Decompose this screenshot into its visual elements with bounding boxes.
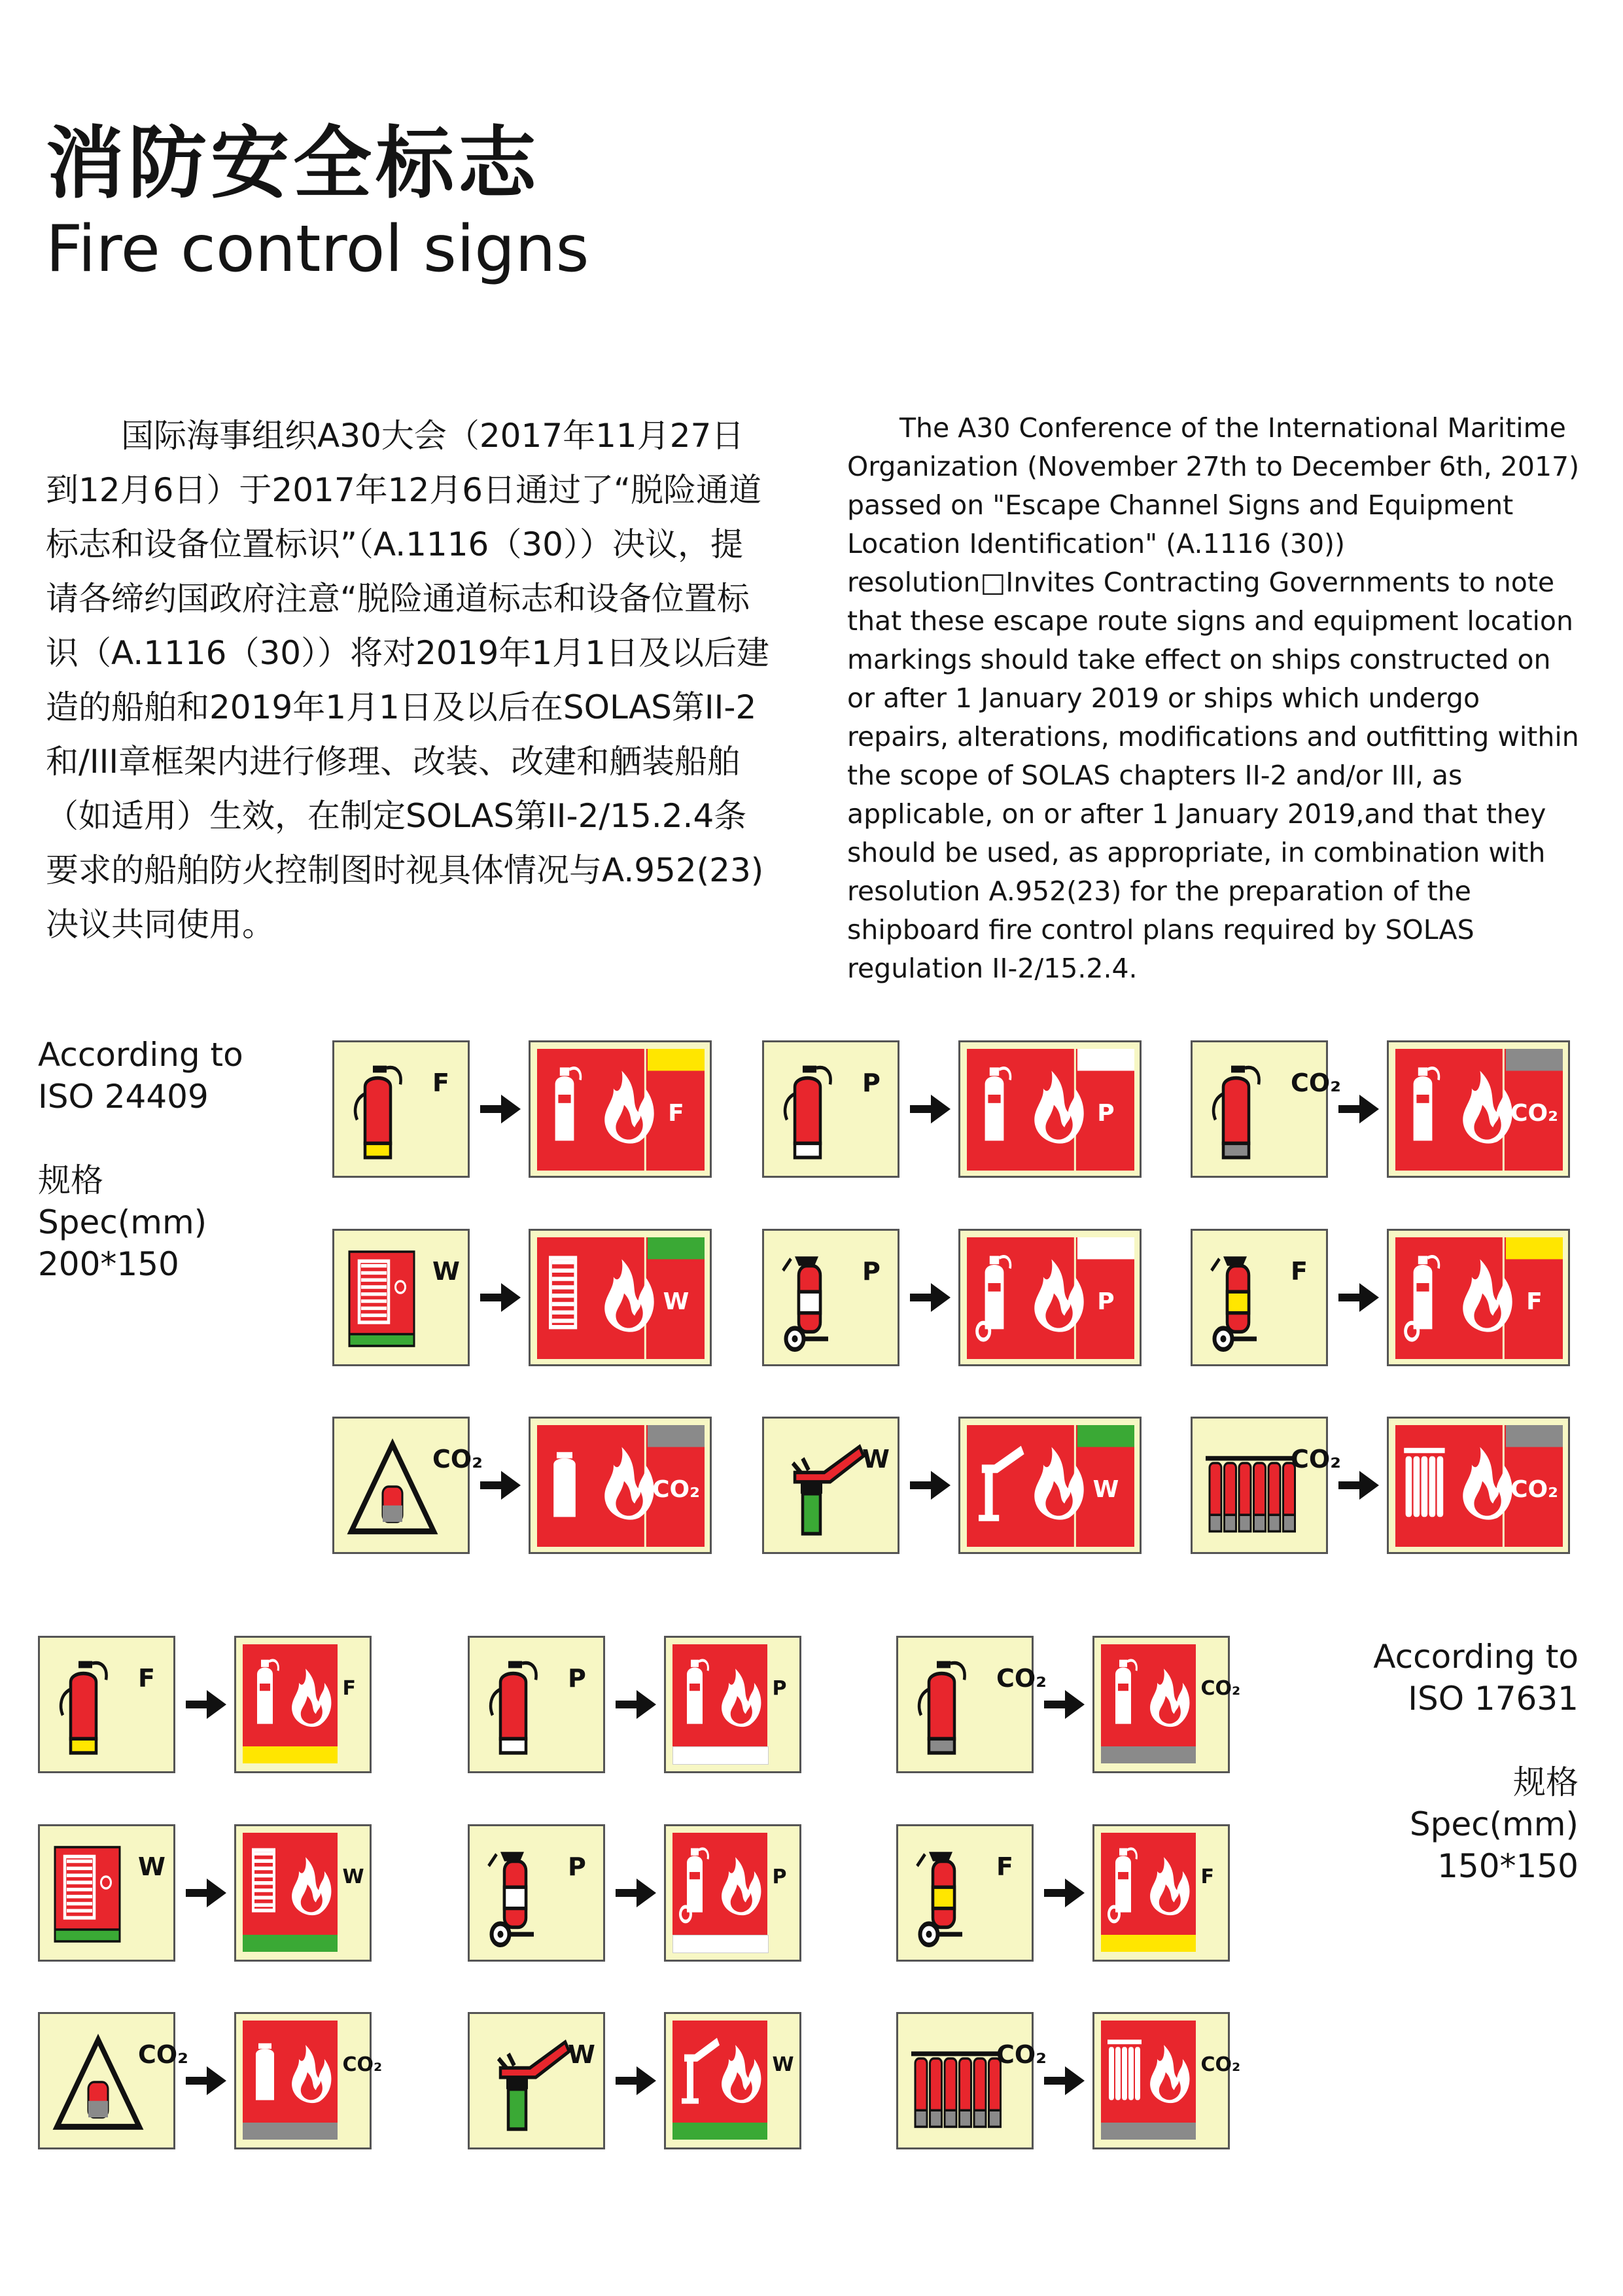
arrow-right-icon <box>175 2061 234 2100</box>
new-sign-panel <box>1092 1824 1230 1962</box>
arrow-right-icon <box>1328 1278 1387 1317</box>
monitor-icon <box>479 2023 577 2144</box>
red-sign-plate <box>537 1425 705 1547</box>
sign-pair-monitor-w <box>468 2012 801 2149</box>
old-sign-panel <box>762 1417 899 1554</box>
new-sign-panel <box>664 2012 801 2149</box>
monitor-icon <box>773 1428 871 1548</box>
new-sign-panel <box>664 1824 801 1962</box>
code-label: W <box>568 2040 595 2069</box>
extinguisher-icon <box>49 1647 147 1767</box>
red-sign-plate <box>1101 2021 1196 2123</box>
spec-iso-17631: According to ISO 17631 规格 Spec(mm) 150*150 <box>1373 1638 1579 1885</box>
old-sign-panel <box>38 1824 175 1962</box>
red-sign-plate <box>967 1425 1134 1547</box>
arrow-right-icon <box>1034 2061 1092 2100</box>
sign-pair-wheeled-extinguisher-f <box>896 1824 1230 1962</box>
red-sign-plate <box>537 1237 705 1359</box>
old-sign-panel <box>896 1824 1034 1962</box>
new-sign-panel <box>1387 1417 1570 1554</box>
page-title-chinese: 消防安全标志 <box>46 118 540 209</box>
color-band <box>672 1746 769 1765</box>
new-sign-panel <box>1387 1229 1570 1366</box>
old-sign-panel <box>38 1636 175 1773</box>
code-label: CO₂ <box>1200 1677 1241 1700</box>
old-sign-panel <box>896 1636 1047 1773</box>
old-sign-panel <box>896 2012 1047 2149</box>
sign-pair-cylinder-battery-co2 <box>1191 1417 1570 1554</box>
sign-pair-wheeled-extinguisher-p <box>762 1229 1142 1366</box>
sign-pair-extinguisher-co2 <box>896 1636 1241 1773</box>
code-label: CO₂ <box>342 2053 383 2076</box>
old-sign-panel <box>1191 1229 1328 1366</box>
new-sign-panel <box>1387 1040 1570 1178</box>
arrow-right-icon <box>605 1685 664 1724</box>
red-sign-plate <box>967 1049 1134 1171</box>
wheeled-extinguisher-icon <box>907 1835 1005 1956</box>
red-sign-plate <box>243 1644 338 1746</box>
sign-pair-fixed-installation-co2 <box>38 2012 383 2149</box>
new-sign-panel <box>529 1229 712 1366</box>
new-sign-panel <box>1092 1636 1241 1773</box>
old-sign-panel <box>468 2012 605 2149</box>
old-sign-panel <box>1191 1417 1341 1554</box>
code-label: P <box>862 1069 881 1097</box>
sign-pair-extinguisher-p <box>762 1040 1142 1178</box>
code-label: CO₂ <box>1200 2053 1241 2076</box>
hose-reel-icon <box>343 1240 442 1360</box>
code-label: CO₂ <box>1291 1069 1341 1097</box>
code-label: F <box>342 1677 357 1700</box>
extinguisher-icon <box>907 1647 1005 1767</box>
arrow-right-icon <box>1328 1466 1387 1505</box>
fixed-installation-icon <box>49 2023 147 2144</box>
code-label: CO₂ <box>996 1664 1047 1693</box>
sign-pair-cylinder-battery-co2 <box>896 2012 1241 2149</box>
red-sign-plate <box>1101 1833 1196 1935</box>
old-sign-panel <box>1191 1040 1341 1178</box>
code-label: F <box>138 1664 155 1693</box>
sign-pair-monitor-w <box>762 1417 1142 1554</box>
old-sign-panel <box>468 1636 605 1773</box>
red-sign-plate <box>537 1049 705 1171</box>
fixed-installation-icon <box>343 1428 442 1548</box>
code-label: F <box>1526 1288 1543 1316</box>
code-label: CO₂ <box>1510 1100 1558 1127</box>
arrow-right-icon <box>175 1873 234 1913</box>
cylinder-battery-icon <box>907 2023 1005 2144</box>
red-sign-plate <box>243 2021 338 2123</box>
color-band <box>1101 2123 1196 2140</box>
code-label: W <box>342 1865 364 1888</box>
old-sign-panel <box>332 1229 470 1366</box>
code-label: W <box>663 1288 689 1316</box>
new-sign-panel <box>234 1636 372 1773</box>
code-label: CO₂ <box>432 1445 483 1474</box>
red-sign-plate <box>1395 1049 1563 1171</box>
code-label: CO₂ <box>996 2040 1047 2069</box>
code-label: F <box>996 1852 1013 1881</box>
red-sign-plate <box>672 1644 767 1746</box>
sign-pair-extinguisher-co2 <box>1191 1040 1570 1178</box>
wheeled-extinguisher-icon <box>479 1835 577 1956</box>
old-sign-panel <box>332 1040 470 1178</box>
new-sign-panel <box>664 1636 801 1773</box>
arrow-right-icon <box>175 1685 234 1724</box>
spec-iso-24409: According to ISO 24409 规格 Spec(mm) 200*150 <box>38 1036 243 1283</box>
new-sign-panel <box>529 1040 712 1178</box>
color-band <box>243 1746 338 1763</box>
new-sign-panel <box>234 1824 372 1962</box>
code-label: W <box>432 1257 460 1286</box>
sign-pair-extinguisher-f <box>38 1636 372 1773</box>
code-label: CO₂ <box>652 1476 700 1504</box>
arrow-right-icon <box>470 1278 529 1317</box>
color-band <box>672 1935 769 1953</box>
code-label: W <box>772 2053 794 2076</box>
color-band <box>1101 1746 1196 1763</box>
code-label: CO₂ <box>1510 1476 1558 1504</box>
arrow-right-icon <box>470 1466 529 1505</box>
code-label: F <box>432 1069 449 1097</box>
red-sign-plate <box>672 1833 767 1935</box>
code-label: F <box>1200 1865 1215 1888</box>
color-band <box>1101 1935 1196 1952</box>
code-label: P <box>1097 1288 1115 1316</box>
arrow-right-icon <box>899 1089 958 1129</box>
extinguisher-icon <box>1202 1051 1300 1172</box>
code-label: W <box>862 1445 890 1474</box>
sign-pair-fixed-installation-co2 <box>332 1417 712 1554</box>
intro-paragraph-english: The A30 Conference of the International Maritime Organization (November 27th to December 6th, 2017) passed on "Escape Channel Signs and Equipment Location Identification" (A.1116 (30)) resolution□Invites Contracting Governments to note that these escape route signs and equipment location markings should take effect on ships constructed on or after 1 January 2019 or ships which undergo repairs, alterations, modifications and outfitting within the scope of SOLAS chapters II-2 and/or III, as applicable, on or after 1 January 2019,and that they should be used, as appropriate, in combination with resolution A.952(23) for the preparation of the shipboard fire control plans required by SOLAS regulation II-2/15.2.4. <box>847 412 1580 984</box>
red-sign-plate <box>967 1237 1134 1359</box>
intro-paragraph-chinese: 国际海事组织A30大会（2017年11月27日到12月6日）于2017年12月6日通过了“脱险通道标志和设备位置标识”（A.1116（30））决议，提请各缔约国政府注意“脱险通道标志和设备位置标识（A.1116（30））将对2019年1月1日及以后建造的船舶和2019年1月1日及以后在SOLAS第II-2和/III章框架内进行修理、改装、改建和舾装船舶（如适用）生效，在制定SOLAS第II-2/15.2.4条要求的船舶防火控制图时视具体情况与A.952(23)决议共同使用。 <box>46 417 769 944</box>
sign-pair-hose-reel-w <box>38 1824 372 1962</box>
red-sign-plate <box>672 2021 767 2123</box>
arrow-right-icon <box>899 1278 958 1317</box>
old-sign-panel <box>332 1417 483 1554</box>
extinguisher-icon <box>773 1051 871 1172</box>
arrow-right-icon <box>1034 1873 1092 1913</box>
red-sign-plate <box>243 1833 338 1935</box>
new-sign-panel <box>1092 2012 1241 2149</box>
sign-pair-wheeled-extinguisher-f <box>1191 1229 1570 1366</box>
code-label: F <box>1291 1257 1308 1286</box>
wheeled-extinguisher-icon <box>1202 1240 1300 1360</box>
page-title-english: Fire control signs <box>46 212 589 287</box>
old-sign-panel <box>468 1824 605 1962</box>
new-sign-panel <box>958 1417 1142 1554</box>
color-band <box>243 1935 338 1952</box>
arrow-right-icon <box>1328 1089 1387 1129</box>
hose-reel-icon <box>49 1835 147 1956</box>
sign-pair-extinguisher-p <box>468 1636 801 1773</box>
new-sign-panel <box>234 2012 383 2149</box>
new-sign-panel <box>529 1417 712 1554</box>
sign-pair-extinguisher-f <box>332 1040 712 1178</box>
code-label: W <box>1092 1476 1119 1504</box>
code-label: F <box>668 1100 684 1127</box>
new-sign-panel <box>958 1229 1142 1366</box>
color-band <box>243 2123 338 2140</box>
code-label: W <box>138 1852 166 1881</box>
code-label: P <box>1097 1100 1115 1127</box>
red-sign-plate <box>1395 1237 1563 1359</box>
old-sign-panel <box>762 1229 899 1366</box>
code-label: CO₂ <box>1291 1445 1341 1474</box>
cylinder-battery-icon <box>1202 1428 1300 1548</box>
old-sign-panel <box>762 1040 899 1178</box>
red-sign-plate <box>1395 1425 1563 1547</box>
red-sign-plate <box>1101 1644 1196 1746</box>
code-label: P <box>772 1677 787 1700</box>
code-label: CO₂ <box>138 2040 188 2069</box>
code-label: P <box>862 1257 881 1286</box>
old-sign-panel <box>38 2012 188 2149</box>
new-sign-panel <box>958 1040 1142 1178</box>
code-label: P <box>772 1865 787 1888</box>
arrow-right-icon <box>605 2061 664 2100</box>
arrow-right-icon <box>899 1466 958 1505</box>
wheeled-extinguisher-icon <box>773 1240 871 1360</box>
arrow-right-icon <box>470 1089 529 1129</box>
extinguisher-icon <box>343 1051 442 1172</box>
sign-pair-wheeled-extinguisher-p <box>468 1824 801 1962</box>
sign-pair-hose-reel-w <box>332 1229 712 1366</box>
code-label: P <box>568 1664 586 1693</box>
code-label: P <box>568 1852 586 1881</box>
color-band <box>672 2123 767 2140</box>
extinguisher-icon <box>479 1647 577 1767</box>
arrow-right-icon <box>605 1873 664 1913</box>
arrow-right-icon <box>1034 1685 1092 1724</box>
